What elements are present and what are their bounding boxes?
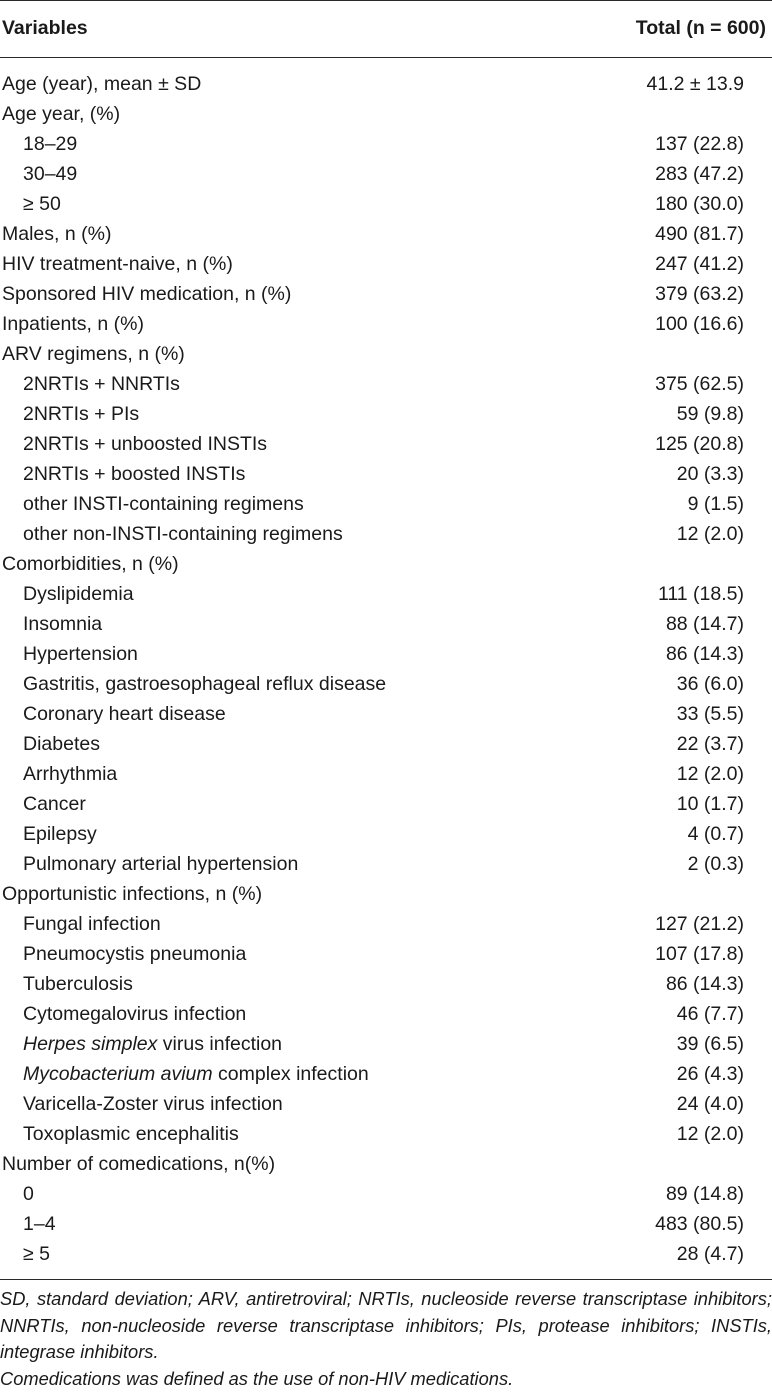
- table-row: [0, 369, 772, 399]
- table-row: [0, 609, 772, 639]
- row-label: 2NRTIs + NNRTIs: [23, 373, 180, 395]
- row-value: 39 (6.5): [676, 1033, 744, 1055]
- species-name: Herpes simplex: [23, 1033, 158, 1055]
- footnote-definition: Comedications was defined as the use of non-HIV medications.: [0, 1367, 514, 1389]
- table-row: [0, 699, 772, 729]
- table-row: [0, 819, 772, 849]
- row-label: Gastritis, gastroesophageal reflux disease: [23, 673, 387, 695]
- row-label: Cytomegalovirus infection: [23, 1003, 247, 1025]
- row-value: 283 (47.2): [655, 163, 744, 185]
- row-label: Pneumocystis pneumonia: [23, 943, 247, 965]
- table-row: [0, 939, 772, 969]
- table-row: [0, 849, 772, 879]
- row-label: Toxoplasmic encephalitis: [23, 1123, 239, 1145]
- table-row: [0, 489, 772, 519]
- table-row: [0, 579, 772, 609]
- row-value: 379 (63.2): [655, 283, 744, 305]
- table-row: [0, 279, 772, 309]
- row-label: Mycobacterium avium complex infection: [23, 1063, 369, 1085]
- table-body: [0, 69, 772, 1269]
- row-label: 30–49: [23, 163, 78, 185]
- table-row: [0, 789, 772, 819]
- row-label: 1–4: [23, 1213, 56, 1235]
- table-row: [0, 1029, 772, 1059]
- table-row: [0, 669, 772, 699]
- row-label: other non-INSTI-containing regimens: [23, 523, 343, 545]
- row-value: 100 (16.6): [655, 313, 744, 335]
- row-label: Epilepsy: [23, 823, 97, 845]
- table-group-header: [0, 1149, 772, 1179]
- table-row: [0, 399, 772, 429]
- row-label: ARV regimens, n (%): [2, 343, 185, 365]
- row-value: 4 (0.7): [687, 823, 744, 845]
- row-label: Number of comedications, n(%): [2, 1153, 276, 1175]
- row-label: ≥ 50: [23, 193, 61, 215]
- row-value: 12 (2.0): [676, 523, 744, 545]
- row-label: other INSTI-containing regimens: [23, 493, 304, 515]
- row-label: Age (year), mean ± SD: [2, 73, 202, 95]
- row-label: 0: [23, 1183, 34, 1205]
- table-header: [0, 0, 772, 58]
- row-value: 111 (18.5): [658, 583, 744, 605]
- row-value: 12 (2.0): [676, 1123, 744, 1145]
- row-label: HIV treatment-naive, n (%): [2, 253, 233, 275]
- row-label: 18–29: [23, 133, 78, 155]
- row-value: 89 (14.8): [665, 1183, 744, 1205]
- row-value: 36 (6.0): [676, 673, 744, 695]
- row-value: 2 (0.3): [687, 853, 744, 875]
- row-label: Age year, (%): [2, 103, 121, 125]
- row-label: Sponsored HIV medication, n (%): [2, 283, 292, 305]
- row-label: Inpatients, n (%): [2, 313, 144, 335]
- row-label: Coronary heart disease: [23, 703, 226, 725]
- row-label: Hypertension: [23, 643, 138, 665]
- table-row: [0, 219, 772, 249]
- row-value: 125 (20.8): [655, 433, 744, 455]
- table-row: [0, 519, 772, 549]
- row-value: 59 (9.8): [676, 403, 744, 425]
- table-row: [0, 1179, 772, 1209]
- row-label: Males, n (%): [2, 223, 112, 245]
- row-value: 86 (14.3): [665, 973, 744, 995]
- row-value: 137 (22.8): [655, 133, 744, 155]
- table-row: [0, 159, 772, 189]
- row-label: Opportunistic infections, n (%): [2, 883, 263, 905]
- row-value: 9 (1.5): [687, 493, 744, 515]
- row-value: 180 (30.0): [655, 193, 744, 215]
- table-row: [0, 429, 772, 459]
- row-label: Herpes simplex virus infection: [23, 1033, 283, 1055]
- row-label: Insomnia: [23, 613, 103, 635]
- table-row: [0, 999, 772, 1029]
- footnote-abbreviations: SD, standard deviation; ARV, antiretroviral; NRTIs, nucleoside reverse transcriptase inhibitors; NNRTIs, non-nucleoside reverse transcriptase inhibitors; PIs, protease inhibitors; INSTIs, integrase inhibitors.: [0, 1288, 772, 1362]
- table-row: [0, 1059, 772, 1089]
- row-value: 490 (81.7): [655, 223, 744, 245]
- row-label: Diabetes: [23, 733, 100, 755]
- table-row: [0, 69, 772, 99]
- row-label: Fungal infection: [23, 913, 161, 935]
- row-value: 247 (41.2): [655, 253, 744, 275]
- table-row: [0, 639, 772, 669]
- row-value: 41.2 ± 13.9: [646, 73, 744, 95]
- table-row: [0, 1239, 772, 1269]
- row-label: Pulmonary arterial hypertension: [23, 853, 299, 875]
- row-value: 20 (3.3): [676, 463, 744, 485]
- row-value: 46 (7.7): [676, 1003, 744, 1025]
- table-row: [0, 129, 772, 159]
- table-row: [0, 249, 772, 279]
- row-value: 483 (80.5): [655, 1213, 744, 1235]
- row-value: 26 (4.3): [676, 1063, 744, 1085]
- row-label: Tuberculosis: [23, 973, 133, 995]
- row-value: 22 (3.7): [676, 733, 744, 755]
- table-row: [0, 1209, 772, 1239]
- table-group-header: [0, 99, 772, 129]
- row-value: 127 (21.2): [655, 913, 744, 935]
- row-label: Cancer: [23, 793, 86, 815]
- row-value: 28 (4.7): [676, 1243, 744, 1265]
- row-label: ≥ 5: [23, 1243, 50, 1265]
- row-value: 86 (14.3): [665, 643, 744, 665]
- table-row: [0, 909, 772, 939]
- table-group-header: [0, 339, 772, 369]
- table-group-header: [0, 879, 772, 909]
- table-row: [0, 189, 772, 219]
- bottom-rule: [0, 1279, 772, 1280]
- row-label: Arrhythmia: [23, 763, 118, 785]
- row-label: Varicella-Zoster virus infection: [23, 1093, 283, 1115]
- table-row: [0, 1089, 772, 1119]
- table-footnotes: [0, 1286, 772, 1392]
- row-value: 88 (14.7): [665, 613, 744, 635]
- row-value: 33 (5.5): [676, 703, 744, 725]
- row-label: Comorbidities, n (%): [2, 553, 179, 575]
- row-value: 24 (4.0): [676, 1093, 744, 1115]
- header-variables: Variables: [2, 17, 88, 39]
- row-value: 10 (1.7): [676, 793, 744, 815]
- row-value: 12 (2.0): [676, 763, 744, 785]
- row-value: 375 (62.5): [655, 373, 744, 395]
- header-total: Total (n = 600): [635, 17, 766, 39]
- species-name: Mycobacterium avium: [23, 1063, 213, 1085]
- table-row: [0, 759, 772, 789]
- row-value: 107 (17.8): [655, 943, 744, 965]
- table-row: [0, 309, 772, 339]
- table-row: [0, 1119, 772, 1149]
- row-label: 2NRTIs + PIs: [23, 403, 140, 425]
- row-label: 2NRTIs + unboosted INSTIs: [23, 433, 268, 455]
- row-label: Dyslipidemia: [23, 583, 134, 605]
- table-row: [0, 459, 772, 489]
- row-label: 2NRTIs + boosted INSTIs: [23, 463, 246, 485]
- table-row: [0, 729, 772, 759]
- table-group-header: [0, 549, 772, 579]
- table-row: [0, 969, 772, 999]
